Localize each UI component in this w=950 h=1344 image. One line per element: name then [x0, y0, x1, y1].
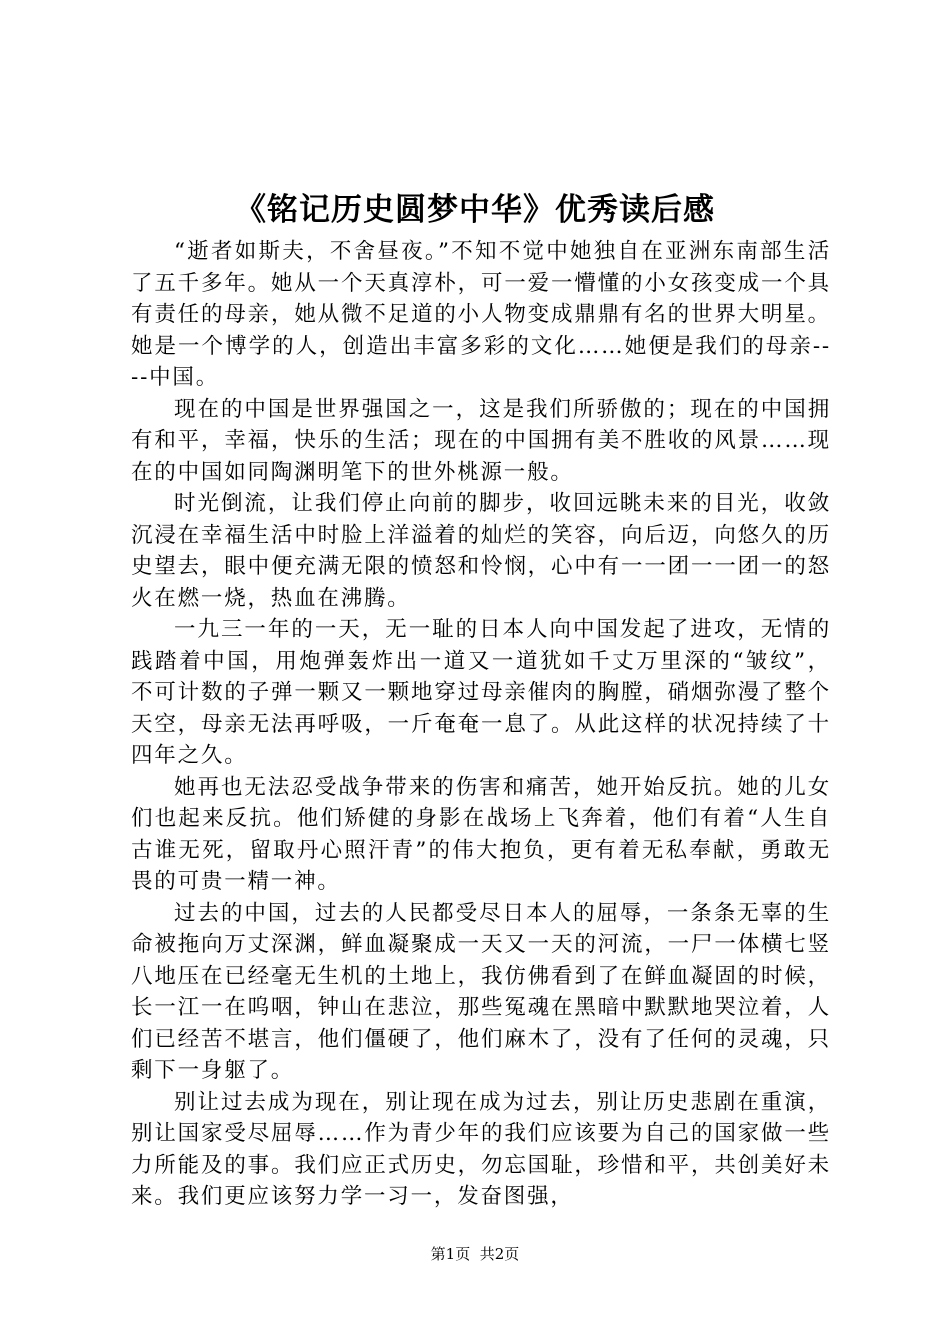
footer-separator	[470, 1245, 480, 1263]
paragraph: “逝者如斯夫，不舍昼夜。”不知不觉中她独自在亚洲东南部生活了五千多年。她从一个天真淳朴，可一爱一懵懂的小女孩变成一个具有责任的母亲，她从微不足道的小人物变成鼎鼎有名的世界大明星。她是一个博学的人，创造出丰富多彩的文化……她便是我们的母亲----中国。	[131, 239, 831, 390]
page-number: 第1页	[430, 1245, 471, 1263]
document-body	[131, 236, 831, 1213]
paragraph: 一九三一年的一天，无一耻的日本人向中国发起了进攻，无情的践踏着中国，用炮弹轰炸出一道又一道犹如千丈万里深的“皱纹”，不可计数的子弹一颗又一颗地穿过母亲催肉的胸膛，硝烟弥漫了整个天空，母亲无法再呼吸，一斤奄奄一息了。从此这样的状况持续了十四年之久。	[131, 617, 831, 768]
paragraph: 别让过去成为现在，别让现在成为过去，别让历史悲剧在重演，别让国家受尽屈辱……作为青少年的我们应该要为自己的国家做一些力所能及的事。我们应正式历史，勿忘国耻，珍惜和平，共创美好未来。我们更应该努力学一习一，发奋图强，	[131, 1089, 831, 1209]
paragraph: 现在的中国是世界强国之一，这是我们所骄傲的；现在的中国拥有和平，幸福，快乐的生活；现在的中国拥有美不胜收的风景……现在的中国如同陶渊明笔下的世外桃源一般。	[131, 396, 831, 485]
paragraph: 过去的中国，过去的人民都受尽日本人的屈辱，一条条无辜的生命被拖向万丈深渊，鲜血凝聚成一天又一天的河流，一尸一体横七竖八地压在已经毫无生机的土地上，我仿佛看到了在鲜血凝固的时候，长一江一在呜咽，钟山在悲泣，那些冤魂在黑暗中默默地哭泣着，人们已经苦不堪言，他们僵硬了，他们麻木了，没有了任何的灵魂，只剩下一身躯了。	[131, 900, 831, 1083]
document-title: 《铭记历史圆梦中华》优秀读后感	[235, 192, 715, 228]
page-total: 共2页	[479, 1245, 520, 1263]
page-footer	[0, 1244, 950, 1264]
paragraph: 她再也无法忍受战争带来的伤害和痛苦，她开始反抗。她的儿女们也起来反抗。他们矫健的身影在战场上飞奔着，他们有着“人生自古谁无死，留取丹心照汗青”的伟大抱负，更有着无私奉献，勇敢无畏的可贵一精一神。	[131, 774, 831, 894]
paragraph: 时光倒流，让我们停止向前的脚步，收回远眺未来的目光，收敛沉浸在幸福生活中时脸上洋溢着的灿烂的笑容，向后迈，向悠久的历史望去，眼中便充满无限的愤怒和怜悯，心中有一一团一一团一的怒火在燃一烧，热血在沸腾。	[131, 491, 831, 611]
